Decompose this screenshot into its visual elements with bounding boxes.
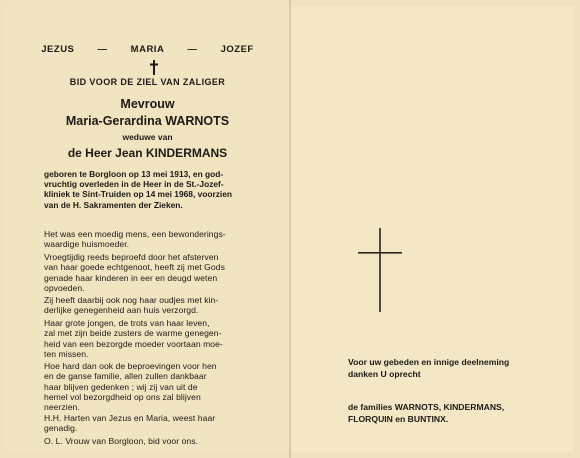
prayer-line: BID VOOR DE ZIEL VAN ZALIGER bbox=[69, 77, 226, 87]
header-dash-2: — bbox=[187, 44, 198, 55]
holy-family-header bbox=[6, 44, 289, 55]
text-line: genadig. bbox=[44, 423, 78, 434]
thanks-line: Voor uw gebeden en innige deelneming bbox=[348, 357, 510, 367]
paragraph-6 bbox=[44, 413, 266, 434]
bio-line: vruchtig overleden in de Heer in de St.-Jozef- bbox=[44, 179, 224, 190]
text-line: H.H. Harten van Jezus en Maria, weest haar bbox=[44, 413, 216, 423]
husband-name: de Heer Jean KINDERMANS bbox=[67, 146, 228, 160]
families-text bbox=[348, 401, 504, 425]
text-line: Hoe hard dan ook de beproevingen voor hen bbox=[44, 361, 217, 371]
text-line: waardige huismoeder. bbox=[44, 239, 130, 250]
text-line: hemel vol bezorgdheid op ons zal blijven bbox=[44, 391, 201, 402]
header-name-maria: MARIA bbox=[130, 44, 165, 55]
families-line: FLORQUIN en BUNTINX. bbox=[348, 414, 449, 424]
text-line: Haar grote jongen, de trots van haar leven, bbox=[44, 318, 210, 328]
text-line: heid van een bezorgde moeder voortaan moe- bbox=[44, 338, 223, 349]
text-line: Zij heeft daarbij ook nog haar oudjes met kin- bbox=[44, 295, 219, 305]
text-line: haar blijven gedenken ; wij zij van uit de bbox=[44, 381, 198, 392]
header-name-jezus: JEZUS bbox=[41, 44, 75, 55]
text-line: zal met zijn beide zusters de warme genegen- bbox=[44, 328, 222, 339]
text-line: opvoeden. bbox=[44, 282, 85, 293]
paragraph-2 bbox=[44, 252, 266, 293]
biography bbox=[44, 169, 256, 210]
paragraph-5 bbox=[44, 361, 266, 412]
text-line: derlijke genegenheid aan huis verzorgd. bbox=[44, 305, 199, 316]
salutation: Mevrouw bbox=[120, 97, 175, 111]
text-line: Het was een moedig mens, een bewonderings- bbox=[44, 229, 226, 239]
bio-line: van de H. Sakramenten der Zieken. bbox=[44, 199, 183, 210]
families-line: de families WARNOTS, KINDERMANS, bbox=[348, 402, 505, 412]
header-name-jozef: JOZEF bbox=[220, 44, 254, 55]
bio-line: geboren te Borgloon op 13 mei 1913, en god- bbox=[44, 169, 224, 179]
text-line: en de ganse familie, allen zullen dankbaar bbox=[44, 371, 207, 382]
fold-line bbox=[289, 0, 291, 458]
text-line: O. L. Vrouw van Borgloon, bid voor ons. bbox=[44, 436, 199, 446]
bio-line: kliniek te Sint-Truiden op 14 mei 1968, voorzien bbox=[44, 189, 233, 200]
left-content bbox=[6, 0, 289, 458]
text-line: Vroegtijdig reeds beproefd door het afsterven bbox=[44, 252, 219, 262]
paragraph-4 bbox=[44, 318, 266, 359]
header-dash-1: — bbox=[97, 44, 108, 55]
text-line: van haar goede echtgenoot, heeft zij met Gods bbox=[44, 262, 225, 273]
paragraph-1 bbox=[44, 229, 266, 250]
cross-icon-large bbox=[355, 228, 405, 312]
thanks-line: danken U oprecht bbox=[348, 368, 421, 379]
deceased-name: Maria-Gerardina WARNOTS bbox=[65, 114, 230, 128]
text-line: neerzien. bbox=[44, 402, 80, 413]
thanks-text bbox=[348, 357, 509, 380]
paragraph-3 bbox=[44, 295, 266, 316]
right-page bbox=[290, 6, 574, 452]
relation-text: weduwe van bbox=[122, 132, 173, 142]
paragraph-7 bbox=[44, 436, 266, 446]
text-line: ten missen. bbox=[44, 348, 89, 359]
cross-icon-small bbox=[149, 60, 159, 75]
text-line: genade haar kinderen in eer en deugd weten bbox=[44, 272, 218, 283]
